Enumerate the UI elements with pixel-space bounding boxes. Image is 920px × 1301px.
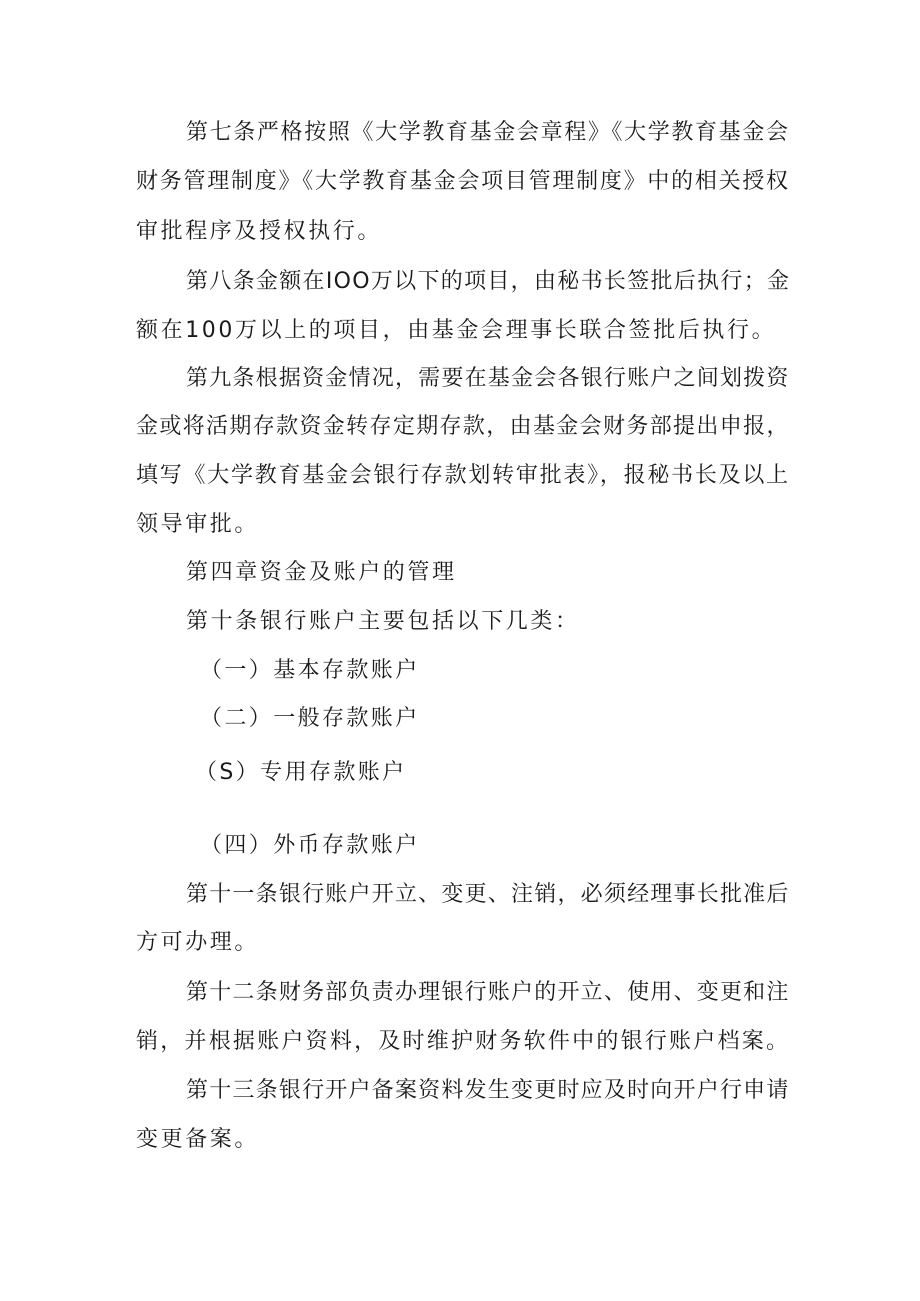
article-10-item-1: （一）基本存款账户 (200, 658, 420, 683)
article-7-line-2: 财务管理制度》《大学教育基金会项目管理制度》中的相关授权 (136, 169, 790, 194)
article-10-item-3: （S）专用存款账户 (195, 760, 407, 785)
article-12-line-2: 销，并根据账户资料，及时维护财务软件中的银行账户档案。 (136, 1029, 791, 1054)
article-10-intro: 第十条银行账户主要包括以下几类： (186, 609, 580, 634)
article-9-line-4: 领导审批。 (136, 512, 260, 537)
article-9-line-2: 金或将活期存款资金转存定期存款，由基金会财务部提出申报， (136, 414, 790, 439)
article-8-line-2: 额在100万以上的项目，由基金会理事长联合签批后执行。 (136, 318, 777, 343)
article-9-line-1: 第九条根据资金情况，需要在基金会各银行账户之间划拨资 (186, 366, 790, 391)
article-7-line-1: 第七条严格按照《大学教育基金会章程》《大学教育基金会 (186, 120, 790, 145)
article-11-line-2: 方可办理。 (136, 930, 260, 955)
article-9-line-3: 填写《大学教育基金会银行存款划转审批表》，报秘书长及以上 (136, 463, 790, 488)
article-11-line-1: 第十一条银行账户开立、变更、注销，必须经理事长批准后 (186, 882, 790, 907)
article-13-line-2: 变更备案。 (136, 1127, 260, 1152)
article-10-item-2: （二）一般存款账户 (200, 706, 420, 731)
chapter-4-heading: 第四章资金及账户的管理 (186, 560, 457, 585)
article-10-item-4: （四）外币存款账户 (200, 833, 420, 858)
article-8-line-1: 第八条金额在IOO万以下的项目，由秘书长签批后执行；金 (186, 269, 791, 294)
article-13-line-1: 第十三条银行开户备案资料发生变更时应及时向开户行申请 (186, 1078, 790, 1103)
article-12-line-1: 第十二条财务部负责办理银行账户的开立、使用、变更和注 (186, 980, 790, 1005)
article-7-line-3: 审批程序及授权执行。 (136, 219, 383, 244)
